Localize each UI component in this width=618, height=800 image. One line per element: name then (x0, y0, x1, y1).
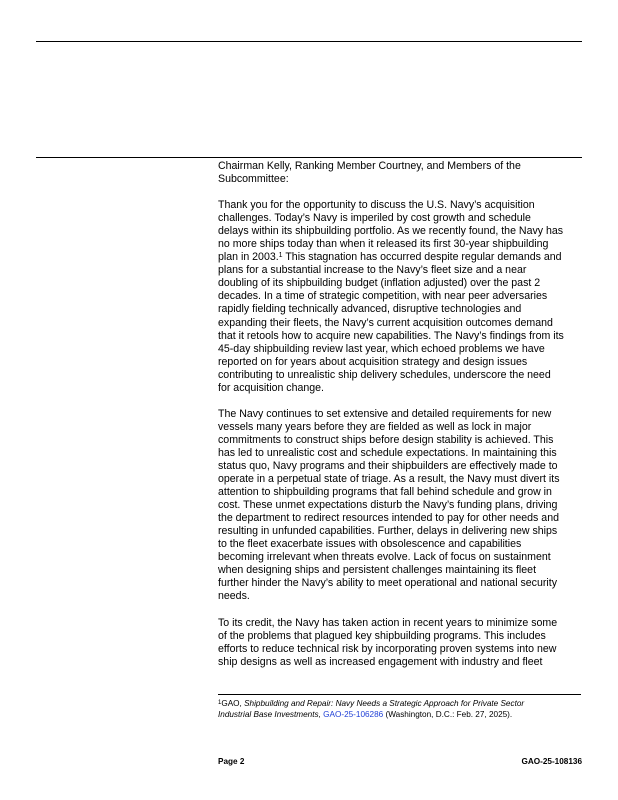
footnote (218, 699, 583, 720)
header-rule-top (36, 41, 582, 42)
footnote-prefix: GAO, (221, 699, 245, 708)
report-number: GAO-25-108136 (521, 757, 582, 766)
salutation: Chairman Kelly, Ranking Member Courtney, and Members of the Subcommittee: (218, 160, 521, 186)
footnote-reference[interactable]: 1 (278, 252, 283, 260)
header-rule-bottom (36, 157, 582, 158)
paragraph-1 (218, 199, 583, 395)
footnote-report-link[interactable]: GAO-25-106286 (323, 709, 384, 719)
footnote-suffix: (Washington, D.C.: Feb. 27, 2025). (383, 709, 513, 719)
paragraph-1-text-start: Thank you for the opportunity to discuss the U.S. Navy’s acquisition challenges. Today’s Navy is imperiled by cost growth and schedule delays within its shipbuilding portfolio. As we recently found, the Navy has no more ships today than when it released its first 30-year shipbuilding plan in 2003. (218, 199, 564, 264)
footnote-number: 1 (218, 700, 222, 706)
paragraph-3: To its credit, the Navy has taken action in recent years to minimize some of the problems that plagued key shipbuilding programs. This includes efforts to reduce technical risk by incorporating proven systems into new ship designs as well as increased engagement with industry and fleet (218, 616, 558, 668)
footnote-report-title: Shipbuilding and Repair: Navy Needs a Strategic Approach for Private Sector Industrial Base Investments, (218, 699, 525, 719)
paragraph-2: The Navy continues to set extensive and detailed requirements for new vessels many years before they are fielded as well as lock in major commitments to construct ships before design stability is achieved. This has led to unrealistic cost and schedule expectations. In maintaining this status quo, Navy programs and their shipbuilders are effectively made to operate in a perpetual state of triage. As a result, the Navy must divert its attention to shipbuilding programs that fall behind schedule and grow in cost. These unmet expectations disturb the Navy’s funding plans, driving the department to redirect resources intended to pay for other needs and resulting in unfunded capabilities. Further, delays in delivering new ships to the fleet exacerbate issues with obsolescence and capabilities becoming irrelevant when threats evolve. Lack of focus on sustainment when designing ships and persistent challenges maintaining its fleet further hinder the Navy’s ability to meet operational and national security needs. (218, 407, 560, 603)
testimony-body (218, 160, 583, 682)
footnote-divider (218, 694, 581, 695)
page-number: Page 2 (218, 757, 245, 766)
paragraph-1-text-end: This stagnation has occurred despite regular demands and plans for a substantial increase to the Navy’s fleet size and a near doubling of its shipbuilding budget (inflation adjusted) over the past 2 decades. In a time of strategic competition, with near peer adversaries rapidly fielding technically advanced, disruptive technologies and expanding their fleets, the Navy’s current acquisition outcomes demand that it retools how to acquire new capabilities. The Navy’s findings from its 45-day shipbuilding review last year, which echoed problems we have reported on for years about acquisition strategy and design issues contributing to unrealistic ship delivery schedules, underscore the need for acquisition change. (218, 251, 564, 394)
